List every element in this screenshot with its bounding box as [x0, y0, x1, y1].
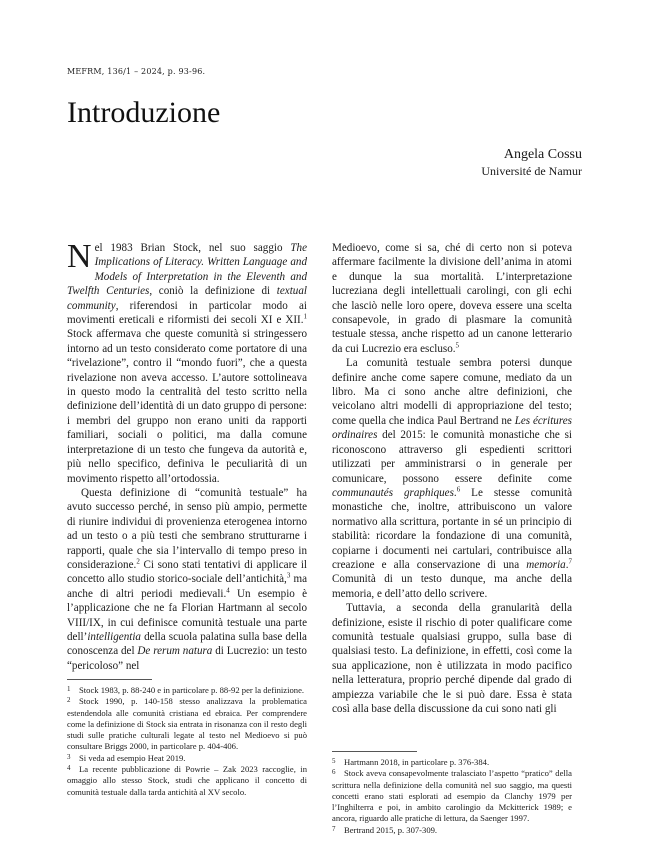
- footnote-6: 6 Stock aveva consapevolmente tralasciato l’aspetto “pratico” della scrittura nella definizione della comunità nel suo saggio, ma questi concetti erano stati esplorati ad esempio da Clanchy 1979 per l’Inghilterra e poi, in ambito carolingio da Mckitterick 1989; e ancora, riguardo alle pratiche di lettura, da Saenger 1997.: [332, 768, 572, 824]
- paragraph-5: Tuttavia, a seconda della granularità della definizione, esiste il rischio di poter qualificare come comunità testuale qualsiasi gruppo, sulla base di qualsiasi testo. La definizione, in effetti, così come la sua applicazione, non è utilizzata in modo pacifico nella letteratura, proprio perché dipende dal grado di ampiezza variabile che le si può dare. Essa è stata così alla base della discussione da cui sono nati gli: [332, 602, 572, 715]
- page-title: Introduzione: [67, 96, 221, 129]
- footnote-5: 5 Hartmann 2018, in particolare p. 376-384.: [332, 757, 490, 767]
- paragraph-1-text: el 1983 Brian Stock, nel suo saggio The Implications of Literacy. Written Language and Models of Interpretation in the Eleventh and Twelfth Centuries, coniò la definizione di textual community, riferendosi in particolar modo ai movimenti ereticali e riformisti dei secoli XI e XII.$^1$ Stock affermava che queste comunità si stringessero intorno ad un testo considerato come portatore di una “rivelazione”, contro il “mondo fuori”, che a questa rivelazione non aveva accesso. L’autore sottolineava in questo modo la centralità del testo scritto nella definizione dell’identità di un dato gruppo di persone: i membri del gruppo non erano uniti da rapporti familiari, sociali o politici, ma dalla comune interpretazione di un testo che fungeva da autorità e, più nello specifico, definiva le peculiarità di un movimento rispetto all’ortodossia.: [67, 242, 307, 485]
- footnotes-right: [332, 757, 572, 836]
- footnote-1: 1 Stock 1983, p. 88-240 e in particolare p. 88-92 per la definizione.: [67, 685, 305, 695]
- author-block: [481, 147, 582, 179]
- author-affiliation: Université de Namur: [481, 164, 582, 178]
- footnote-2: 2 Stock 1990, p. 140-158 stesso analizzava la problematica estendendola alle comunità cristiana ed ebraica. Per comprendere come la definizione di Stock sia entrata in risonanza con il resto degli studi sulle pratiche culturali legate al testo nel Medioevo si può consultare Briggs 2000, in particolare p. 404-406.: [67, 696, 307, 752]
- footnote-4: 4 La recente pubblicazione di Powrie – Zak 2023 raccoglie, in omaggio allo stesso Stock, studi che applicano il concetto di comunità testuale dalla tarda antichità al XV secolo.: [67, 764, 307, 797]
- right-column: [332, 241, 572, 716]
- author-name: Angela Cossu: [503, 147, 582, 162]
- footnote-rule-left: [67, 679, 152, 680]
- journal-header: MEFRM, 136/1 – 2024, p. 93-96.: [67, 67, 206, 76]
- footnote-7: 7 Bertrand 2015, p. 307-309.: [332, 824, 438, 835]
- paragraph-4: La comunità testuale sembra potersi dunque definire anche come sapere comune, mediato da un libro. Ma ci sono anche altre definizioni, che veicolano altri modelli di appropriazione del testo; come quella che indica Paul Bertrand ne Les écritures ordinaires del 2015: le comunità monastiche che si riconoscono attraverso gli espedienti scrittori utilizzati per amministrarsi o in generale per comunicare, possono essere definite come communautés graphiques.$^6$ Le stesse comunità monastiche che, inoltre, attribuiscono un valore normativo alla scrittura, portante in sé un principio di stabilità: ricordare la fondazione di una comunità, copiarne i documenti nei cartulari, contribuisce alla creazione e alla conservazione di una memoria.$^7$ Comunità di un testo dunque, ma anche della memoria, e dell’atto dello scrivere.: [332, 357, 573, 600]
- paragraph-1: [67, 238, 307, 486]
- footnote-rule-right: [332, 751, 417, 752]
- footnotes-left: [67, 685, 307, 798]
- left-column: [67, 238, 308, 673]
- paragraph-2: Questa definizione di “comunità testuale” ha avuto successo perché, in senso più ampio, permette di riunire individui di provenienza eterogenea intorno ad un testo o a più testi che sembrano strutturarne i rapporti, quale che sia l’intervallo di tempo preso in considerazione.$^2$ Ci sono stati tentativi di applicare il concetto allo studio storico-sociale dell’antichità,$^3$ ma anche di altri periodi medievali.$^4$ Un esempio è l’applicazione che ne fa Florian Hartmann al secolo VIII/IX, in cui definisce comunità testuale una parte dell’intelligentia della scuola palatina sulla base della conoscenza del De rerum natura di Lucrezio: un testo “pericoloso” nel: [67, 486, 308, 672]
- drop-cap: N: [67, 238, 92, 275]
- footnote-3: 3 Si veda ad esempio Heat 2019.: [67, 752, 186, 763]
- paragraph-3: Medioevo, come si sa, ché di certo non si poteva affermare facilmente la divisione dell’anima in atomi e dunque la sua mortalità. L’interpretazione lucreziana degli intellettuali carolingi, con gli echi che lasciò nelle loro opere, doveva essere una scelta consapevole, in grado di plasmare la comunità testuale stessa, anche rispetto ad un canone letterario da cui Lucrezio era escluso.$^5$: [332, 242, 572, 355]
